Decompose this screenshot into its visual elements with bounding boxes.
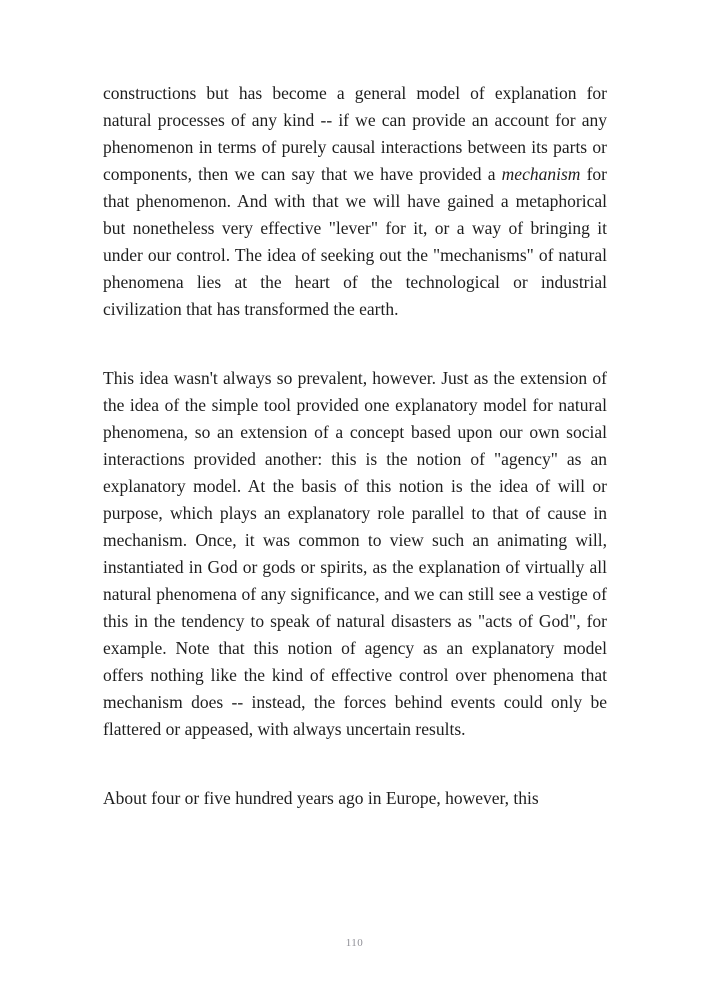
italic-word-mechanism: mechanism — [501, 164, 581, 184]
paragraph-1-text: constructions but has become a general model of explanation for natural processes of any kind -- if we can provide an account for any phenomenon in terms of purely causal interactions between its parts or components, then we can say that we have provided a — [103, 83, 607, 184]
paragraph-1-text-continued: for that phenomenon. And with that we will have gained a metaphorical but nonetheless very effective "lever" for it, or a way of bringing it under our control. The idea of seeking out the "mechanisms" of natural phenomena lies at the heart of the technological or industrial civilization that has transformed the earth. — [103, 164, 608, 319]
paragraph-1 — [103, 80, 607, 323]
page-number: 110 — [345, 937, 364, 949]
paragraph-2: This idea wasn't always so prevalent, however. Just as the extension of the idea of the simple tool provided one explanatory model for natural phenomena, so an extension of a concept based upon our own social interactions provided another: this is the notion of "agency" as an explanatory model. At the basis of this notion is the idea of will or purpose, which plays an explanatory role parallel to that of cause in mechanism. Once, it was common to view such an animating will, instantiated in God or gods or spirits, as the explanation of virtually all natural phenomena of any significance, and we can still see a vestige of this in the tendency to speak of natural disasters as "acts of God", for example. Note that this notion of agency as an explanatory model offers nothing like the kind of effective control over phenomena that mechanism does -- instead, the forces behind events could only be flattered or appeased, with always uncertain results. — [103, 368, 607, 739]
paragraph-3: About four or five hundred years ago in Europe, however, this — [103, 788, 539, 808]
page-body-text — [103, 80, 607, 812]
